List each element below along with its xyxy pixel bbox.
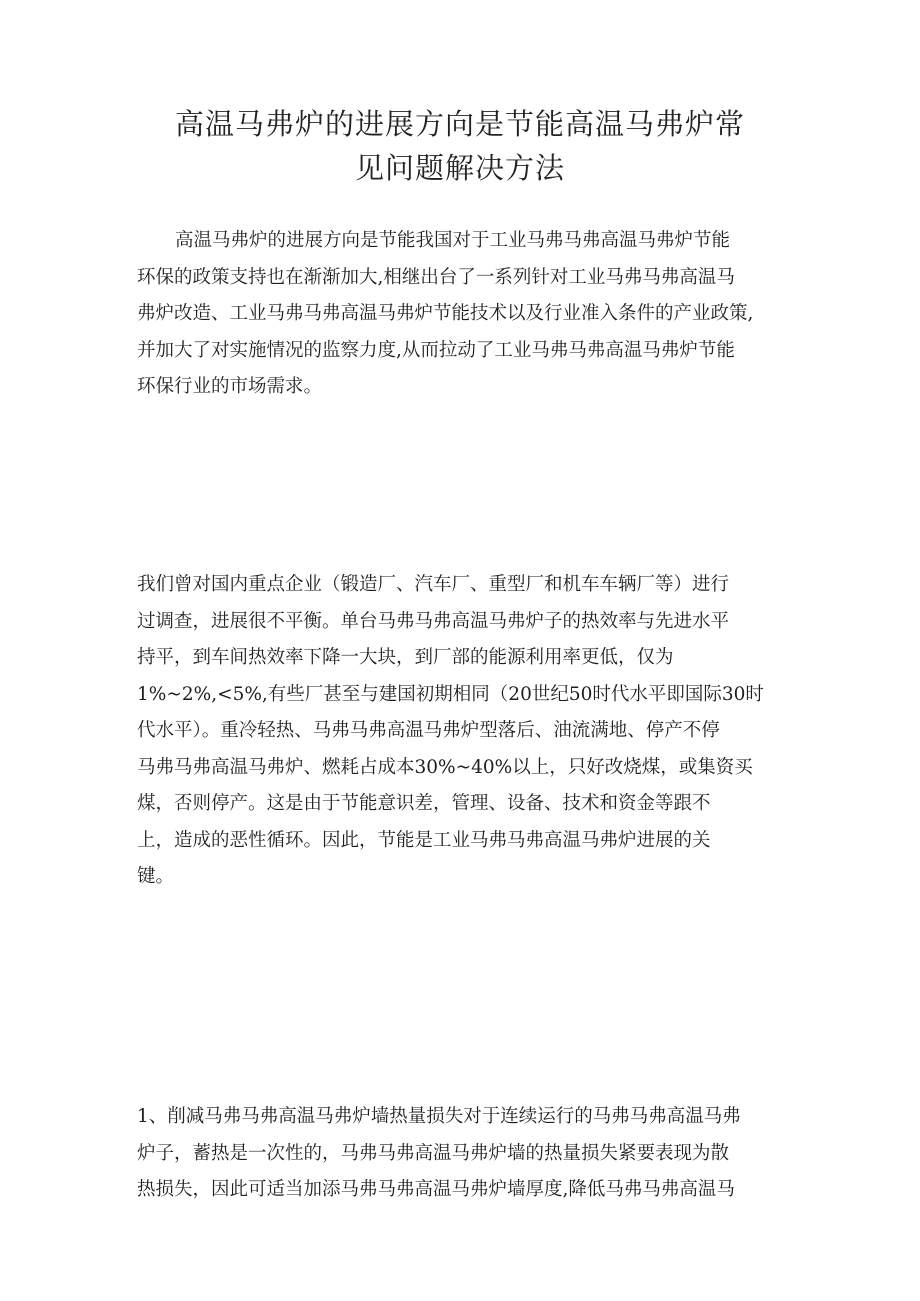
paragraph-line: 过调查，进展很不平衡。单台马弗马弗高温马弗炉子的热效率与先进水平 [137, 610, 730, 632]
paragraph-2 [137, 567, 785, 896]
title-line-2: 见问题解决方法 [354, 151, 565, 185]
paragraph-3 [137, 1099, 785, 1209]
paragraph-line: 持平，到车间热效率下降一大块，到厂部的能源利用率更低，仅为 [137, 647, 674, 668]
paragraph-line: 煤，否则停产。这是由于节能意识差，管理、设备、技术和资金等跟不 [137, 793, 711, 814]
paragraph-line: 我们曾对国内重点企业（锻造厂、汽车厂、重型厂和机车车辆厂等）进行 [137, 574, 730, 595]
paragraph-line: 上，造成的恶性循环。因此，节能是工业马弗马弗高温马弗炉进展的关 [137, 829, 711, 851]
paragraph-line: 环保行业的市场需求。 [137, 376, 323, 397]
paragraph-line: 炉子，蓄热是一次性的，马弗马弗高温马弗炉墙的热量损失紧要表现为散 [137, 1142, 730, 1164]
paragraph-line: 并加大了对实施情况的监察力度,从而拉动了工业马弗马弗高温马弗炉节能 [137, 339, 735, 361]
paragraph-line: 弗炉改造、工业马弗马弗高温马弗炉节能技术以及行业准入条件的产业政策, [137, 303, 754, 324]
title-line-1: 高温马弗炉的进展方向是节能高温马弗炉常 [174, 107, 745, 141]
paragraph-line: 马弗马弗高温马弗炉、燃耗占成本30%~40%以上，只好改烧煤，或集资买 [137, 756, 753, 778]
paragraph-1 [137, 223, 785, 406]
paragraph-line: 键。 [137, 866, 175, 887]
paragraph-line: 1、削减马弗马弗高温马弗炉墙热量损失对于连续运行的马弗马弗高温马弗 [137, 1106, 741, 1127]
paragraph-line: 1%~2%,<5%,有些厂甚至与建国初期相同（20世纪50时代水平即国际30时 [137, 683, 764, 705]
paragraph-line: 环保的政策支持也在渐渐加大,相继出台了一系列针对工业马弗马弗高温马 [137, 266, 735, 288]
document-title [110, 102, 810, 190]
paragraph-line: 代水平）。重冷轻热、马弗马弗高温马弗炉型落后、油流满地、停产不停 [137, 720, 720, 741]
paragraph-line: 热损失，因此可适当加添马弗马弗高温马弗炉墙厚度,降低马弗马弗高温马 [137, 1179, 735, 1200]
paragraph-line: 高温马弗炉的进展方向是节能我国对于工业马弗马弗高温马弗炉节能 [175, 230, 731, 251]
